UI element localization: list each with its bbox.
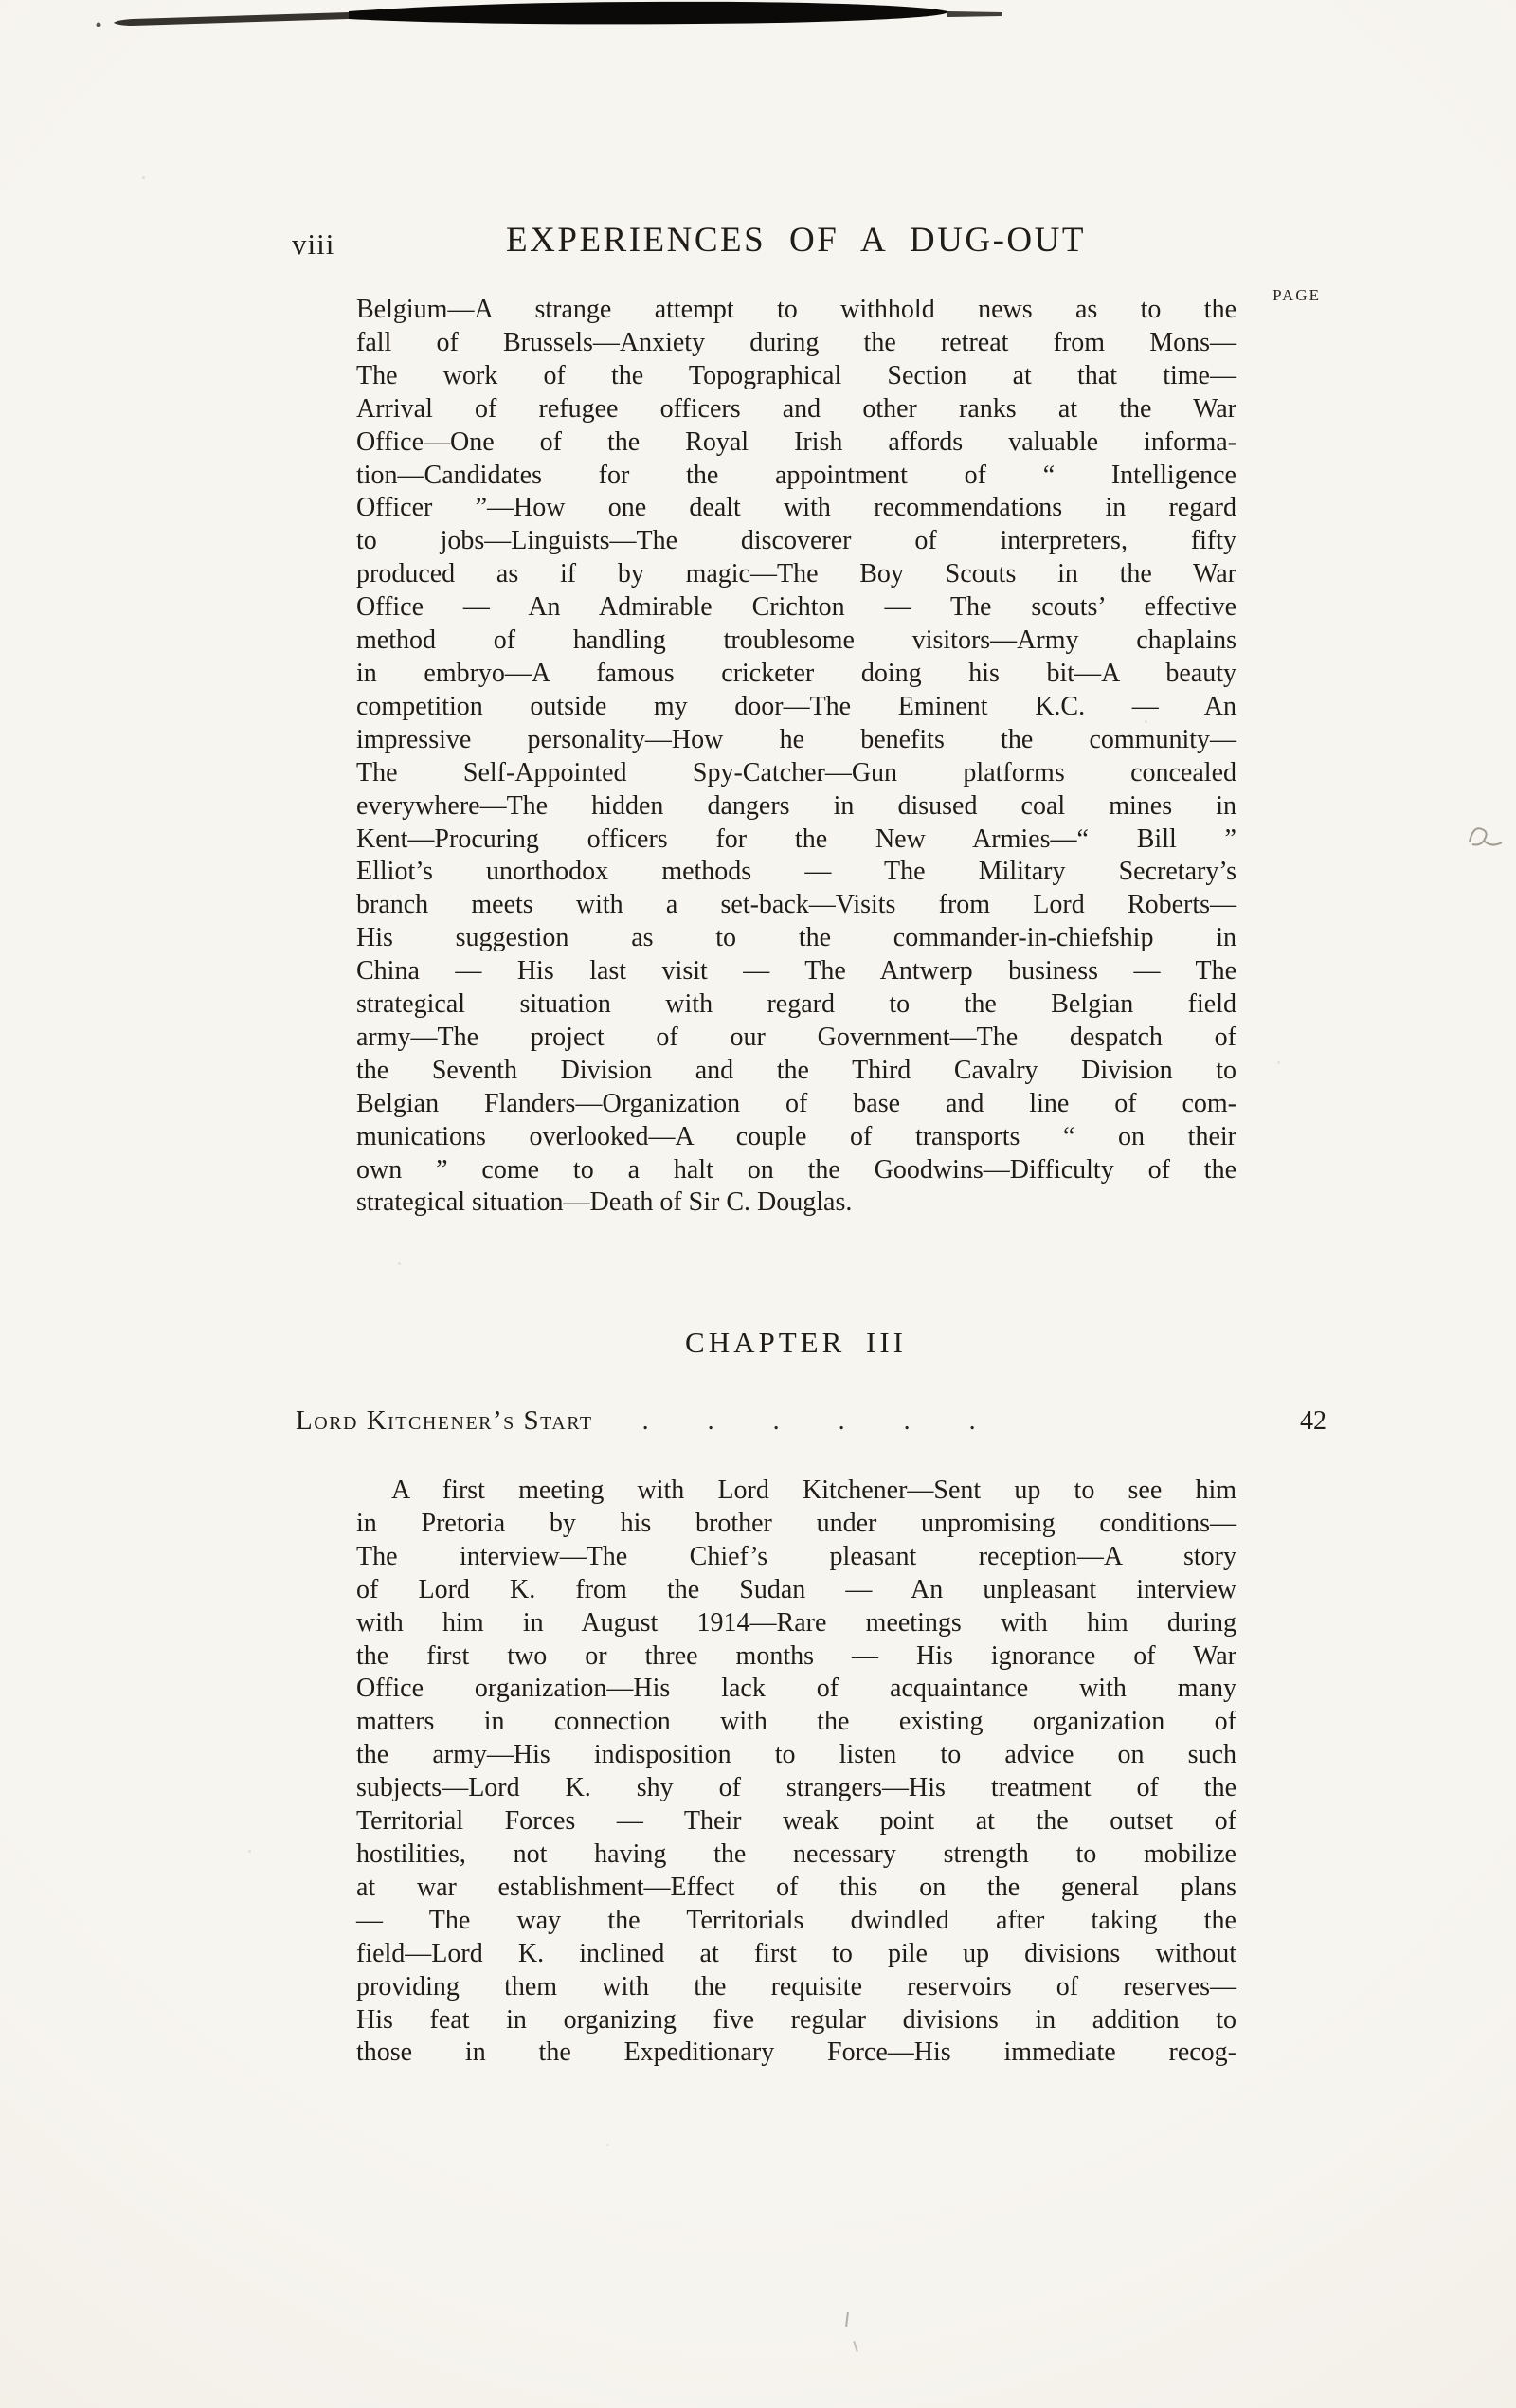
- text-line: Officer ”—How one dealt with recommendations in regard: [356, 493, 1236, 523]
- text-line: — The way the Territorials dwindled after taking the: [356, 1905, 1236, 1935]
- text-line: The Self-Appointed Spy-Catcher—Gun platforms concealed: [356, 757, 1236, 788]
- text-line: China — His last visit — The Antwerp business — The: [356, 956, 1236, 987]
- text-line: at war establishment—Effect of this on the general plans: [356, 1872, 1236, 1902]
- text-line: competition outside my door—The Eminent K.C. — An: [356, 691, 1236, 721]
- text-line: the army—His indisposition to listen to advice on such: [356, 1740, 1236, 1770]
- scan-dash-mark: [845, 2312, 849, 2327]
- text-line: army—The project of our Government—The despatch of: [356, 1022, 1236, 1052]
- text-line: Office — An Admirable Crichton — The scouts’ effective: [356, 592, 1236, 623]
- text-line: own ” come to a halt on the Goodwins—Difficulty of the: [356, 1154, 1236, 1185]
- scan-dash-mark: [853, 2341, 858, 2352]
- chapter2-summary: [356, 294, 1236, 1220]
- text-line: impressive personality—How he benefits the community—: [356, 724, 1236, 754]
- text-line: The interview—The Chief’s pleasant reception—A story: [356, 1541, 1236, 1571]
- text-line: branch meets with a set-back—Visits from Lord Roberts—: [356, 890, 1236, 920]
- text-line: Office—One of the Royal Irish affords valuable informa-: [356, 426, 1236, 457]
- text-line: to jobs—Linguists—The discoverer of interpreters, fifty: [356, 526, 1236, 556]
- toc-entry: [296, 1405, 1326, 1437]
- text-line: Arrival of refugee officers and other ranks at the War: [356, 393, 1236, 424]
- text-line: field—Lord K. inclined at first to pile up divisions without: [356, 1938, 1236, 1968]
- scan-speck: [1277, 1061, 1280, 1064]
- text-line: tion—Candidates for the appointment of “ Intelligence: [356, 460, 1236, 490]
- text-line: providing them with the requisite reservoirs of reserves—: [356, 1971, 1236, 2001]
- text-line: subjects—Lord K. shy of strangers—His treatment of the: [356, 1773, 1236, 1803]
- text-line: with him in August 1914—Rare meetings with him during: [356, 1607, 1236, 1638]
- text-line: Belgian Flanders—Organization of base and line of com-: [356, 1088, 1236, 1118]
- text-line: everywhere—The hidden dangers in disused coal mines in: [356, 790, 1236, 821]
- margin-pencil-mark: [1462, 819, 1509, 855]
- text-line: method of handling troublesome visitors—Army chaplains: [356, 625, 1236, 656]
- text-line: in Pretoria by his brother under unpromising conditions—: [356, 1508, 1236, 1538]
- text-line: produced as if by magic—The Boy Scouts in the War: [356, 559, 1236, 589]
- text-line: hostilities, not having the necessary strength to mobilize: [356, 1838, 1236, 1869]
- text-line: the Seventh Division and the Third Cavalry Division to: [356, 1055, 1236, 1085]
- toc-leader-dots: ......: [641, 1406, 1035, 1436]
- text-line: The work of the Topographical Section at that time—: [356, 360, 1236, 390]
- scan-speck: [248, 1850, 251, 1853]
- text-line: His suggestion as to the commander-in-chiefship in: [356, 923, 1236, 953]
- running-title: EXPERIENCES OF A DUG-OUT: [506, 221, 1086, 260]
- chapter3-summary: [356, 1475, 1236, 2070]
- chapter3-heading: CHAPTER III: [685, 1326, 907, 1359]
- page-folio: viii: [292, 227, 335, 261]
- text-line: in embryo—A famous cricketer doing his bit—A beauty: [356, 658, 1236, 688]
- text-line: His feat in organizing five regular divisions in addition to: [356, 2004, 1236, 2035]
- scan-speck: [142, 176, 145, 179]
- scan-speck: [1145, 720, 1147, 723]
- page-column-label: PAGE: [1272, 286, 1321, 304]
- scan-speck: [606, 2144, 609, 2146]
- scan-speck: [398, 1262, 401, 1265]
- text-line: fall of Brussels—Anxiety during the retreat from Mons—: [356, 327, 1236, 357]
- toc-entry-title: Lord Kitchener’s Start: [296, 1405, 593, 1436]
- text-line: Kent—Procuring officers for the New Armies—“ Bill ”: [356, 824, 1236, 854]
- text-line: of Lord K. from the Sudan — An unpleasant interview: [356, 1574, 1236, 1604]
- text-line: Territorial Forces — Their weak point at the outset of: [356, 1806, 1236, 1837]
- text-line: strategical situation—Death of Sir C. Douglas.: [356, 1187, 853, 1218]
- text-line: strategical situation with regard to the Belgian field: [356, 989, 1236, 1020]
- text-line: the first two or three months — His ignorance of War: [356, 1640, 1236, 1671]
- toc-page-number: 42: [1300, 1406, 1326, 1436]
- text-line: A first meeting with Lord Kitchener—Sent up to see him: [391, 1476, 1236, 1505]
- scan-artifact-top: [0, 0, 1516, 47]
- text-line: Elliot’s unorthodox methods — The Military Secretary’s: [356, 857, 1236, 887]
- text-line: Office organization—His lack of acquaintance with many: [356, 1674, 1236, 1704]
- text-line: matters in connection with the existing organization of: [356, 1707, 1236, 1737]
- text-line: Belgium—A strange attempt to withhold news as to the: [356, 295, 1236, 324]
- text-line: those in the Expeditionary Force—His immediate recog-: [356, 2037, 1236, 2068]
- text-line: munications overlooked—A couple of transports “ on their: [356, 1121, 1236, 1151]
